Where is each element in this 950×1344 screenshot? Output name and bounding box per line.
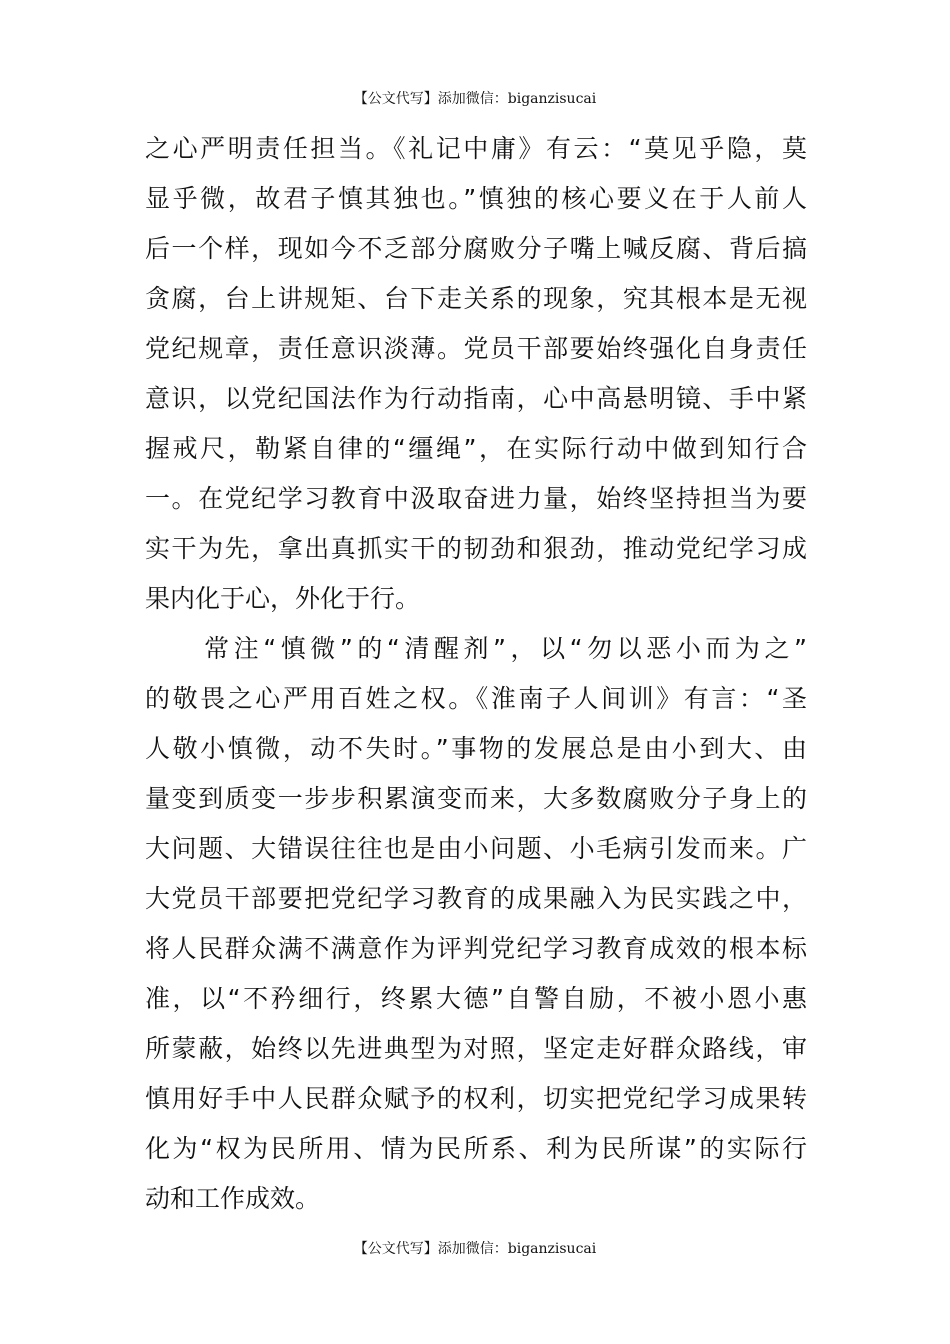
text-line: 人敬小慎微，动不失时。”事物的发展总是由小到大、由 <box>145 734 807 763</box>
text-line: 握戒尺，勒紧自律的“缰绳”，在实际行动中做到知行合 <box>145 434 807 463</box>
text-line: 贪腐，台上讲规矩、台下走关系的现象，究其根本是无视 <box>145 284 807 313</box>
text-line: 后一个样，现如今不乏部分腐败分子嘴上喊反腐、背后搞 <box>145 234 807 263</box>
text-line: 量变到质变一步步积累演变而来，大多数腐败分子身上的 <box>145 784 807 813</box>
text-line: 大问题、大错误往往也是由小问题、小毛病引发而来。广 <box>145 834 807 863</box>
page-header: 【公文代写】添加微信：biganzisucai <box>353 91 597 107</box>
document-body <box>145 124 807 1224</box>
text-line: 之心严明责任担当。《礼记中庸》有云：“莫见乎隐，莫 <box>145 134 807 163</box>
text-line: 化为“权为民所用、情为民所系、利为民所谋”的实际行 <box>145 1134 807 1163</box>
text-line-paragraph-end: 果内化于心，外化于行。 <box>145 584 421 613</box>
text-line: 意识，以党纪国法作为行动指南，心中高悬明镜、手中紧 <box>145 384 807 413</box>
text-line: 大党员干部要把党纪学习教育的成果融入为民实践之中， <box>145 884 807 913</box>
text-line: 一。在党纪学习教育中汲取奋进力量，始终坚持担当为要 <box>145 484 807 513</box>
page-footer: 【公文代写】添加微信：biganzisucai <box>353 1241 597 1257</box>
text-line: 显乎微，故君子慎其独也。”慎独的核心要义在于人前人 <box>145 184 807 213</box>
text-line: 将人民群众满不满意作为评判党纪学习教育成效的根本标 <box>145 934 807 963</box>
text-line-paragraph-start: 常注“慎微”的“清醒剂”，以“勿以恶小而为之” <box>145 634 807 663</box>
text-line: 所蒙蔽，始终以先进典型为对照，坚定走好群众路线，审 <box>145 1034 807 1063</box>
text-line: 准，以“不矜细行，终累大德”自警自励，不被小恩小惠 <box>145 984 807 1013</box>
text-line: 的敬畏之心严用百姓之权。《淮南子人间训》有言：“圣 <box>145 684 807 713</box>
text-line-paragraph-end: 动和工作成效。 <box>145 1184 321 1213</box>
text-line: 党纪规章，责任意识淡薄。党员干部要始终强化自身责任 <box>145 334 807 363</box>
text-line: 实干为先，拿出真抓实干的韧劲和狠劲，推动党纪学习成 <box>145 534 807 563</box>
text-line: 慎用好手中人民群众赋予的权利，切实把党纪学习成果转 <box>145 1084 807 1113</box>
